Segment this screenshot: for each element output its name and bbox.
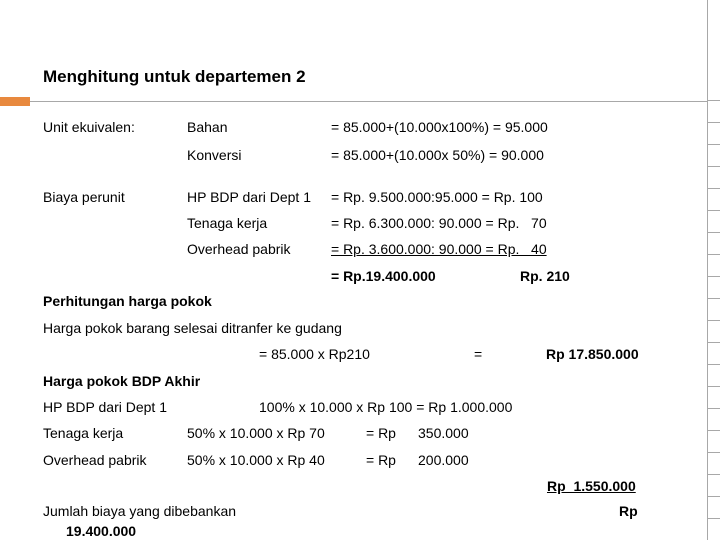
biaya-row-label: HP BDP dari Dept 1 [187,189,311,205]
right-tick [707,496,720,497]
bdp-row-eq: = Rp [366,425,396,441]
biaya-perunit-label: Biaya perunit [43,189,125,205]
header-divider [0,101,707,102]
perhitungan-equals: = [474,346,483,362]
bahan-calc: = 85.000+(10.000x100%) = 95.000 [331,119,548,135]
right-tick [707,474,720,475]
right-tick [707,364,720,365]
jumlah-rp: Rp [619,503,638,519]
right-tick [707,298,720,299]
biaya-total-left: = Rp.19.400.000 [331,268,436,284]
right-tick [707,232,720,233]
right-tick [707,386,720,387]
right-tick [707,254,720,255]
right-tick [707,144,720,145]
right-tick [707,210,720,211]
biaya-total-right: Rp. 210 [520,268,570,284]
right-tick [707,122,720,123]
right-tick [707,320,720,321]
biaya-row-label: Tenaga kerja [187,215,268,231]
bdp-row-label: Tenaga kerja [43,425,124,441]
biaya-row-calc: = Rp. 9.500.000:95.000 = Rp. 100 [331,189,543,205]
bdp-row-eq: = Rp [366,452,396,468]
page-title: Menghitung untuk departemen 2 [43,67,306,86]
bdp-row-label: Overhead pabrik [43,452,147,468]
right-tick [707,342,720,343]
right-tick [707,188,720,189]
bahan-label: Bahan [187,119,228,135]
bdp-row-calc: 50% x 10.000 x Rp 70 [187,425,325,441]
right-tick [707,452,720,453]
right-border-line [707,0,708,540]
bdp-total: Rp 1.550.000 [547,478,636,494]
right-tick [707,430,720,431]
konversi-calc: = 85.000+(10.000x 50%) = 90.000 [331,147,544,163]
biaya-row-calc: = Rp. 6.300.000: 90.000 = Rp. 70 [331,215,547,231]
perhitungan-desc: Harga pokok barang selesai ditranfer ke gudang [43,320,342,336]
biaya-row-label: Overhead pabrik [187,241,291,257]
right-tick [707,518,720,519]
accent-bar [0,97,30,106]
right-tick [707,166,720,167]
perhitungan-calc: = 85.000 x Rp210 [259,346,370,362]
bdp-hp-calc: 100% x 10.000 x Rp 100 = Rp 1.000.000 [259,399,513,415]
bdp-row-value: 350.000 [418,425,469,441]
biaya-row-calc: = Rp. 3.600.000: 90.000 = Rp. 40 [331,241,547,257]
bdp-hp-label: HP BDP dari Dept 1 [43,399,167,415]
jumlah-value: 19.400.000 [66,523,137,539]
right-tick [707,276,720,277]
konversi-label: Konversi [187,147,242,163]
bdp-row-value: 200.000 [418,452,469,468]
right-tick [707,100,720,101]
right-tick [707,408,720,409]
perhitungan-result: Rp 17.850.000 [546,346,639,362]
bdp-row-calc: 50% x 10.000 x Rp 40 [187,452,325,468]
perhitungan-heading: Perhitungan harga pokok [43,293,212,309]
unit-ekuivalen-label: Unit ekuivalen: [43,119,135,135]
bdp-akhir-heading: Harga pokok BDP Akhir [43,373,201,389]
jumlah-label: Jumlah biaya yang dibebankan [43,503,237,519]
